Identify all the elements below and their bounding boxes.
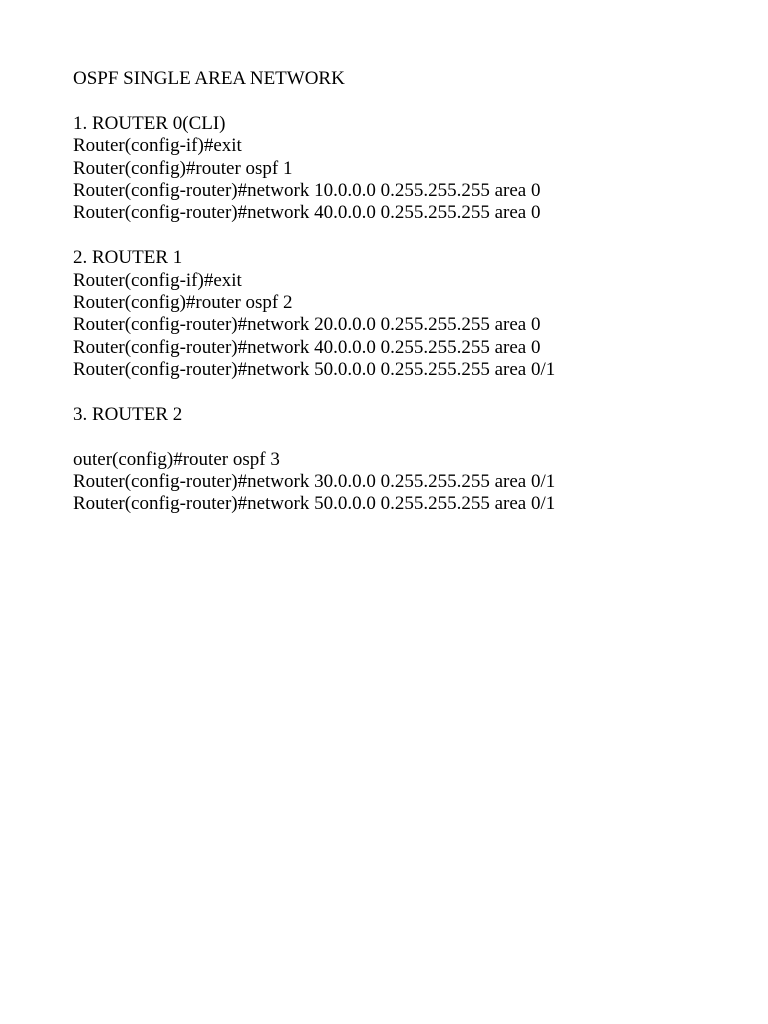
config-line: Router(config-router)#network 50.0.0.0 0.255.255.255 area 0/1 xyxy=(73,493,556,515)
config-line: Router(config-router)#network 50.0.0.0 0.255.255.255 area 0/1 xyxy=(73,359,556,381)
config-line: Router(config-router)#network 40.0.0.0 0.255.255.255 area 0 xyxy=(73,202,541,224)
document-body xyxy=(73,68,733,516)
config-line: Router(config-router)#network 20.0.0.0 0.255.255.255 area 0 xyxy=(73,314,541,336)
spacer xyxy=(73,90,733,112)
spacer xyxy=(73,381,733,403)
section-heading-router-0: 1. ROUTER 0(CLI) xyxy=(73,112,226,134)
spacer xyxy=(73,426,733,448)
config-line: Router(config)#router ospf 2 xyxy=(73,291,293,313)
config-line: Router(config)#router ospf 1 xyxy=(73,157,293,179)
config-line: Router(config-router)#network 30.0.0.0 0.255.255.255 area 0/1 xyxy=(73,471,556,493)
config-line: Router(config-if)#exit xyxy=(73,135,242,157)
config-line: Router(config-if)#exit xyxy=(73,269,242,291)
document-title: OSPF SINGLE AREA NETWORK xyxy=(73,68,345,89)
config-line: outer(config)#router ospf 3 xyxy=(73,448,280,470)
section-heading-router-2: 3. ROUTER 2 xyxy=(73,403,183,425)
config-line: Router(config-router)#network 40.0.0.0 0.255.255.255 area 0 xyxy=(73,336,541,358)
section-heading-router-1: 2. ROUTER 1 xyxy=(73,247,183,269)
spacer xyxy=(73,225,733,247)
config-line: Router(config-router)#network 10.0.0.0 0.255.255.255 area 0 xyxy=(73,179,541,201)
